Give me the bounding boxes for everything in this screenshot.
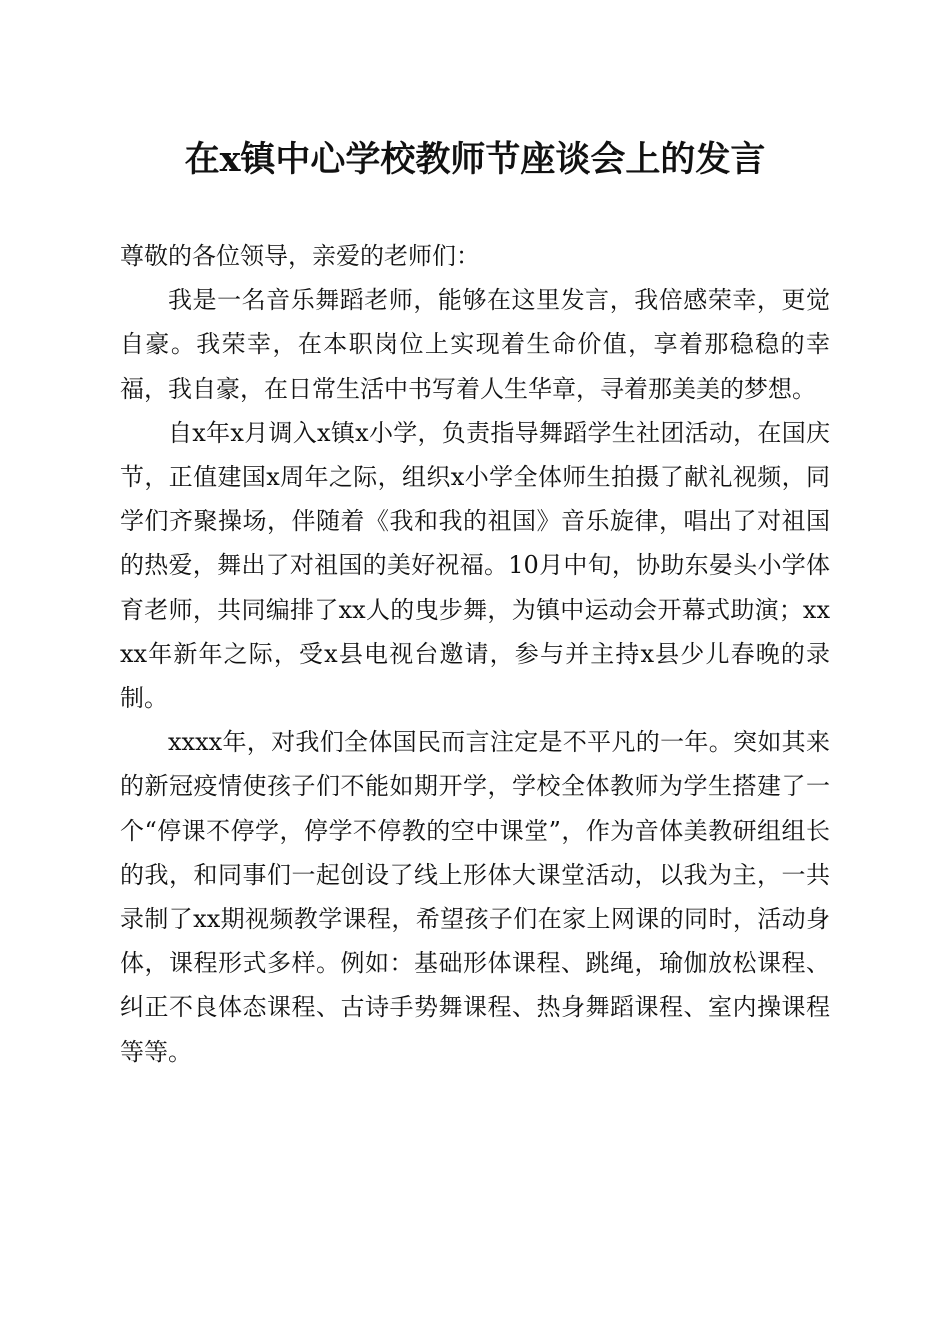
paragraph-2: 自x年x月调入x镇x小学，负责指导舞蹈学生社团活动，在国庆节，正值建国x周年之际，组织x小学全体师生拍摄了献礼视频，同学们齐聚操场，伴随着《我和我的祖国》音乐旋律，唱出了对祖国的热爱，舞出了对祖国的美好祝福。10月中旬，协助东晏头小学体育老师，共同编排了xx人的曳步舞，为镇中运动会开幕式助演；xxxx年新年之际，受x县电视台邀请，参与并主持x县少儿春晚的录制。 [120, 418, 830, 713]
paragraph-1: 我是一名音乐舞蹈老师，能够在这里发言，我倍感荣幸，更觉自豪。我荣幸，在本职岗位上实现着生命价值，享着那稳稳的幸福，我自豪，在日常生活中书写着人生华章，寻着那美美的梦想。 [120, 286, 830, 403]
paragraph-3: xxxx年，对我们全体国民而言注定是不平凡的一年。突如其来的新冠疫情使孩子们不能如期开学，学校全体教师为学生搭建了一个“停课不停学，停学不停教的空中课堂”，作为音体美教研组组长的我，和同事们一起创设了线上形体大课堂活动，以我为主，一共录制了xx期视频教学课程，希望孩子们在家上网课的同时，活动身体，课程形式多样。例如：基础形体课程、跳绳，瑜伽放松课程、纠正不良体态课程、古诗手势舞课程、热身舞蹈课程、室内操课程等等。 [120, 728, 830, 1066]
document-body [120, 234, 830, 1074]
salutation: 尊敬的各位领导，亲爱的老师们： [120, 242, 480, 270]
document-title: 在x镇中心学校教师节座谈会上的发言 [184, 139, 766, 180]
